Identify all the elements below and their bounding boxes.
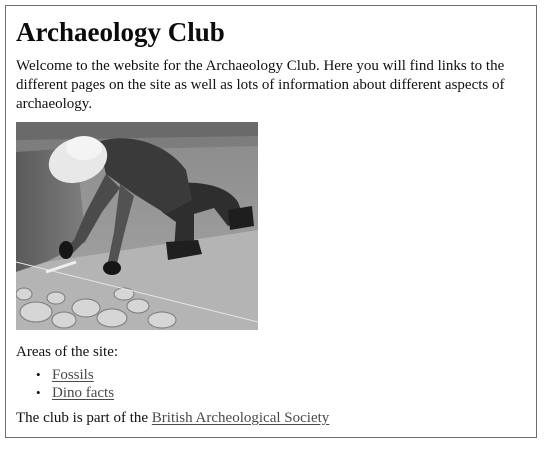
intro-paragraph: Welcome to the website for the Archaeology Club. Here you will find links to the different pages on the site as well as lots of information about different aspects of archaeology. [16, 58, 505, 112]
areas-label: Areas of the site: [16, 344, 119, 360]
site-links-list [16, 366, 114, 402]
excavation-image [16, 122, 258, 330]
footer-text [16, 409, 329, 428]
list-item [16, 384, 114, 402]
archaeologist-photo [16, 122, 258, 330]
dino-facts-link[interactable]: Dino facts [52, 385, 115, 401]
bullet-icon: • [36, 385, 41, 400]
page-title: Archaeology Club [16, 17, 225, 47]
society-link[interactable]: British Archeological Society [151, 410, 330, 426]
page-frame [5, 5, 537, 438]
bullet-icon: • [36, 367, 41, 382]
list-item [16, 366, 114, 384]
fossils-link[interactable]: Fossils [52, 367, 94, 383]
footer-prefix: The club is part of the [16, 410, 152, 426]
